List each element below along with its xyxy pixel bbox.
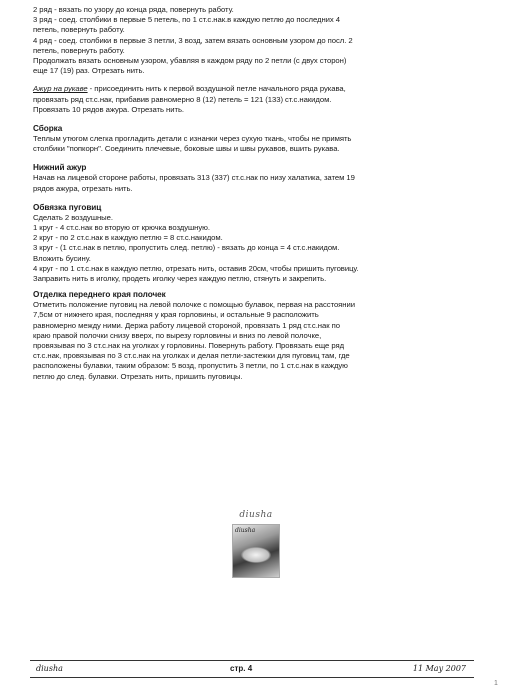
text-line: провязать ряд ст.с.нак, прибавив равномерно 8 (12) петель = 121 (133) ст.с.накидом.	[33, 94, 332, 104]
text-line: еще 17 (19) раз. Отрезать нить.	[33, 66, 145, 76]
text-line: 3 круг - (1 ст.с.нак в петлю, пропустить след. петлю) - вязать до конца = 4 ст.с.накидом.	[33, 243, 340, 253]
author-watermark	[226, 510, 286, 578]
footer-author: diusha	[36, 664, 63, 673]
sleeve-lace-label: Ажур на рукаве	[33, 84, 88, 94]
watermark-photo	[232, 524, 280, 578]
front-edge-section	[33, 289, 473, 382]
text-line: расположены булавки, таким образом: 5 возд, пропустить 3 петли, по 1 ст.с.нак в каждую	[33, 361, 348, 371]
text-line: петлю до след. булавки. Отрезать нить, пришить пуговицы.	[33, 371, 243, 381]
text-line: ст.с.нак, провязывая по 3 ст.с.нак на уголках и делая петли-застежки для пуговиц там, где	[33, 351, 350, 361]
footer-page-number: стр. 4	[230, 664, 253, 673]
text-line: Вложить бусину.	[33, 253, 91, 263]
text-line: равномерно между ними. Держа работу лицевой стороной, провязать 1 ряд ст.с.нак по	[33, 320, 340, 330]
text-line: краю правой полочки снизу вверх, по вырезу горловины и вниз по левой полочке,	[33, 330, 322, 340]
text-line: столбики "попкорн". Соединить плечевые, боковые швы и швы рукавов, вшить рукава.	[33, 144, 340, 154]
text-line: провязывая по 3 ст.с.нак на уголках у горловины. Повернуть работу. Провязать еще ряд	[33, 341, 345, 351]
bottom-lace-section	[33, 162, 473, 193]
text-line: 2 круг - по 2 ст.с.нак в каждую петлю = 8 ст.с.накидом.	[33, 233, 223, 243]
text-line: 3 ряд - соед. столбики в первые 5 петель, по 1 ст.с.нак.в каждую петлю до последних 4	[33, 15, 341, 25]
text-line: 7,5см от нижнего края, последняя у края горловины, и остальные 9 расположить	[33, 310, 319, 320]
sleeve-first-line: - присоединить нить к первой воздушной петле начального ряда рукава,	[87, 84, 346, 94]
text-line: 2 ряд - вязать по узору до конца ряда, повернуть работу.	[33, 5, 234, 14]
text-line: Сделать 2 воздушные.	[33, 212, 113, 222]
text-line: Начав на лицевой стороне работы, провязать 313 (337) ст.с.нак по низу халатика, затем 19	[33, 173, 355, 183]
page-footer	[30, 660, 474, 678]
text-line: Заправить нить в иголку, продеть иголку через каждую петлю, стянуть и закрепить.	[33, 274, 327, 284]
section-heading: Отделка переднего края полочек	[33, 290, 166, 300]
text-line: Продолжать вязать основным узором, убавляя в каждом ряду по 2 петли (с двух сторон)	[33, 56, 347, 66]
top-paragraph	[33, 5, 473, 76]
watermark-photo-label: diusha	[235, 527, 256, 534]
buttons-section	[33, 202, 473, 284]
assembly-section	[33, 123, 473, 154]
text-line: 4 круг - по 1 ст.с.нак в каждую петлю, отрезать нить, оставив 20см, чтобы пришить пуговицу.	[33, 263, 359, 273]
text-line: 1 круг - 4 ст.с.нак во вторую от крючка воздушную.	[33, 223, 210, 233]
text-line: Отметить положение пуговиц на левой полочке с помощью булавок, первая на расстоянии	[33, 300, 355, 310]
text-line: Провязать 10 рядов ажура. Отрезать нить.	[33, 104, 185, 114]
text-line: 4 ряд - соед. столбики в первые 3 петли, 3 возд, затем вязать основным узором до посл. 2	[33, 35, 353, 45]
text-line	[33, 84, 473, 94]
text-line: петель, повернуть работу.	[33, 45, 125, 55]
sleeve-lace-section	[33, 84, 473, 115]
text-line: Теплым утюгом слегка прогладить детали с изнанки через сухую ткань, чтобы не примять	[33, 134, 352, 144]
section-heading: Сборка	[33, 124, 63, 134]
text-line: петель, повернуть работу.	[33, 25, 125, 35]
text-line: рядов ажура, отрезать нить.	[33, 183, 133, 193]
portrait-shape	[241, 547, 271, 563]
corner-mark: 1	[494, 680, 498, 687]
watermark-text: diusha	[239, 510, 273, 520]
section-heading: Нижний ажур	[33, 163, 87, 173]
document-body	[33, 5, 473, 382]
section-heading: Обвязка пуговиц	[33, 202, 102, 212]
footer-date: 11 May 2007	[412, 664, 466, 673]
